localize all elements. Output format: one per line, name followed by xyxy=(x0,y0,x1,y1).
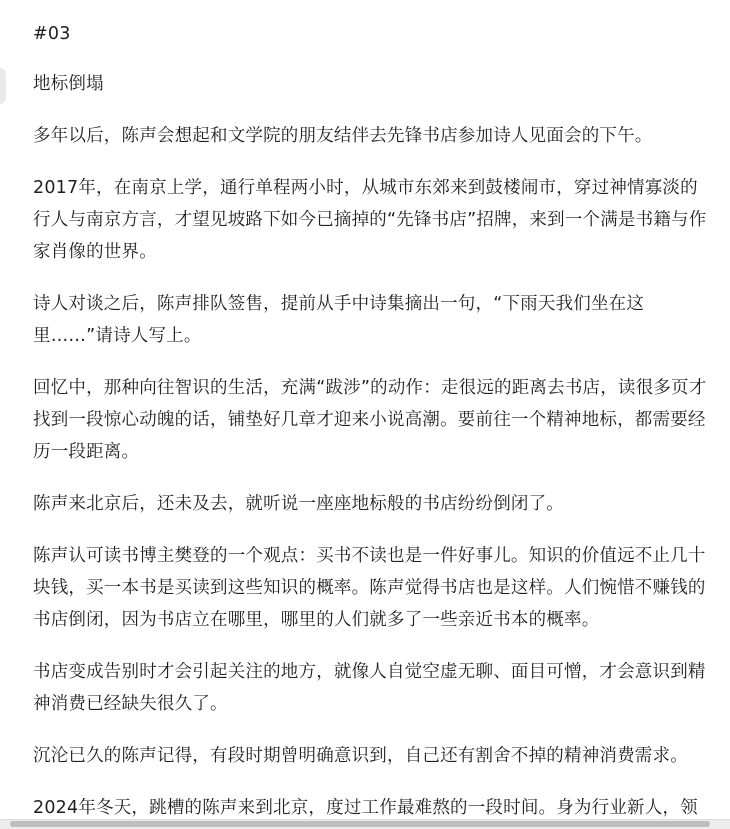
paragraph: 书店变成告别时才会引起关注的地方，就像人自觉空虚无聊、面目可憎，才会意识到精神消费已经缺失很久了。 xyxy=(33,662,706,714)
paragraph: 沉沦已久的陈声记得，有段时期曾明确意识到，自己还有割舍不掉的精神消费需求。 xyxy=(33,746,688,766)
paragraph: 2017年，在南京上学，通行单程两小时，从城市东郊来到鼓楼闹市，穿过神情寡淡的行人与南京方言，才望见坡路下如今已摘掉的“先锋书店”招牌，来到一个满是书籍与作家肖像的世界。 xyxy=(33,178,707,262)
section-number: #03 xyxy=(33,24,71,44)
paragraph: 陈声来北京后，还未及去，就听说一座座地标般的书店纷纷倒闭了。 xyxy=(33,494,564,514)
paragraph: 陈声认可读书博主樊登的一个观点：买书不读也是一件好事儿。知识的价值远不止几十块钱，买一本书是买读到这些知识的概率。陈声觉得书店也是这样。人们惋惜不赚钱的书店倒闭，因为书店立在哪里，哪里的人们就多了一些亲近书本的概率。 xyxy=(33,546,706,630)
article-body xyxy=(33,18,713,829)
paragraph: 诗人对谈之后，陈声排队签售，提前从手中诗集摘出一句，“下雨天我们坐在这里……”请诗人写上。 xyxy=(33,294,645,346)
side-marker xyxy=(0,68,6,104)
paragraph: 2024年冬天，跳槽的陈声来到北京，度过工作最难熬的一段时间。身为行业新人，领 xyxy=(33,798,698,818)
scrollbar-thumb[interactable] xyxy=(10,821,710,827)
section-title: 地标倒塌 xyxy=(33,74,104,94)
horizontal-scrollbar[interactable] xyxy=(0,819,730,829)
paragraph: 回忆中，那种向往智识的生活，充满“跋涉”的动作：走很远的距离去书店，读很多页才找到一段惊心动魄的话，铺垫好几章才迎来小说高潮。要前往一个精神地标，都需要经历一段距离。 xyxy=(33,378,707,462)
paragraph: 多年以后，陈声会想起和文学院的朋友结伴去先锋书店参加诗人见面会的下午。 xyxy=(33,126,653,146)
